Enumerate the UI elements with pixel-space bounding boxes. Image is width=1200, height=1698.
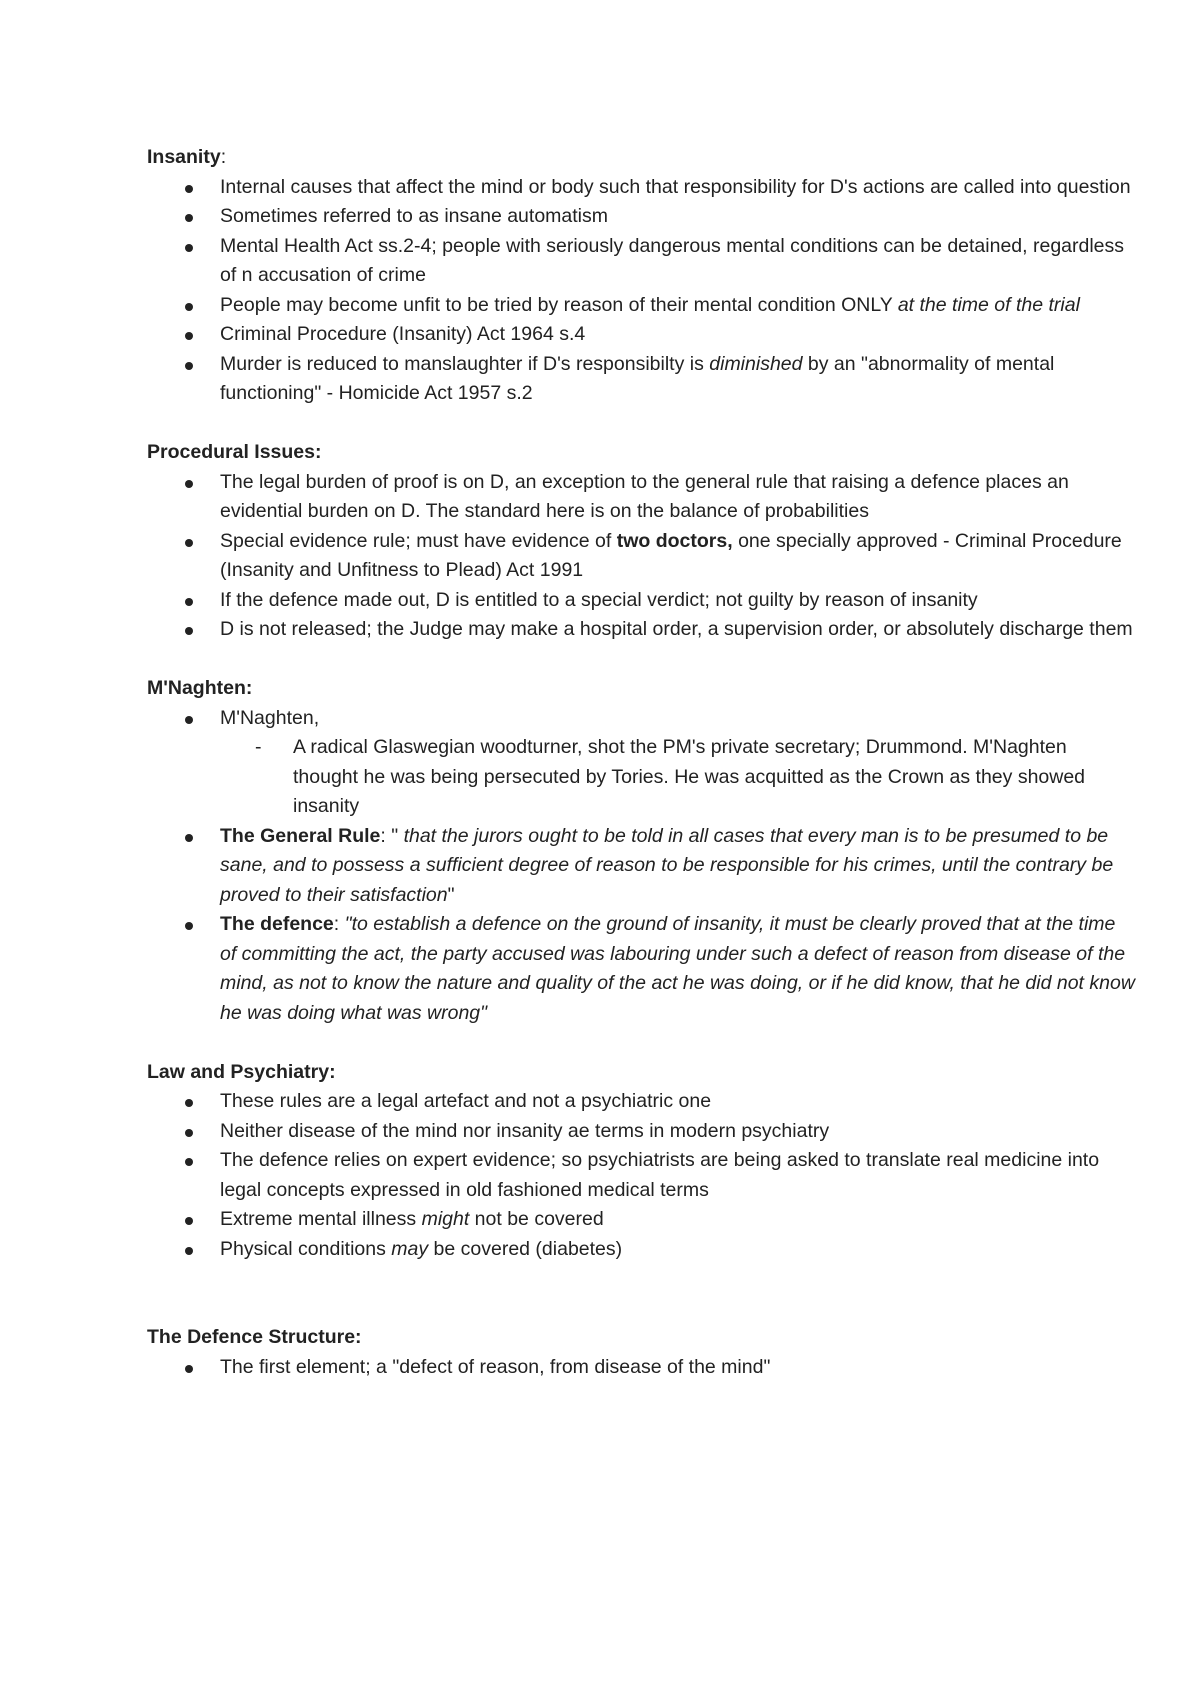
section-defence-structure: [147, 1323, 1077, 1382]
list-item-text: :: [333, 913, 345, 935]
section-law-and-psychiatry: [147, 1058, 1100, 1265]
list-item-text: Mental Health Act ss.2-4; people with seriously dangerous mental conditions can be detained, regardless of n accusation of crime: [220, 234, 1125, 286]
bold-text: The defence: [220, 913, 334, 935]
list-item-text: These rules are a legal artefact and not a psychiatric one: [220, 1090, 712, 1112]
bullet-list: [147, 704, 1135, 1029]
list-item: [147, 615, 1137, 645]
sub-list-item-text: A radical Glaswegian woodturner, shot the PM's private secretary; Drummond. M'Naghten thought he was being persecuted by Tories. He was acquitted as the Crown as they showed insanity: [293, 736, 1086, 817]
section-heading: Law and Psychiatry:: [147, 1060, 336, 1083]
bullet-icon: [185, 539, 193, 547]
heading-text: Insanity: [147, 146, 221, 168]
list-item-text: D is not released; the Judge may make a hospital order, a supervision order, or absolutely discharge them: [220, 618, 1133, 640]
list-item-text-cont: by an "abnormality of mental functioning" - Homicide Act 1957 s.2: [220, 352, 1055, 404]
section-mnaghten: [147, 674, 1135, 1028]
bullet-list: [147, 468, 1133, 645]
bold-text: two doctors,: [616, 529, 733, 552]
list-item-text-cont: ": [447, 883, 455, 906]
list-item: [147, 291, 1137, 321]
list-item: [147, 232, 1137, 291]
spacer: [147, 1264, 1077, 1323]
italic-text: may: [391, 1237, 429, 1260]
list-item-text: The defence relies on expert evidence; so psychiatrists are being asked to translate real medicine into legal concepts expressed in old fashioned medical terms: [220, 1149, 1100, 1201]
bullet-icon: [185, 332, 193, 340]
list-item-text-cont: one specially approved - Criminal Procedure (Insanity and Unfitness to Plead) Act 1991: [220, 529, 1122, 581]
list-item: [147, 822, 1137, 911]
list-item: [147, 704, 1137, 822]
bullet-icon: [185, 627, 193, 635]
section-insanity: [147, 143, 1131, 409]
italic-text: "to establish a defence on the ground of insanity, it must be clearly proved that at the time of committing the act, the party accused was labouring under such a defect of reason from disease of the mind, as not to know the nature and quality of the act he was doing, or if he did know, that he did not know he was doing what was wrong": [220, 913, 1135, 1024]
bullet-icon: [185, 480, 193, 488]
list-item: [147, 1087, 1137, 1117]
bullet-icon: [185, 1099, 193, 1107]
section-heading: The Defence Structure:: [147, 1326, 362, 1348]
bullet-icon: [185, 244, 193, 252]
dash-icon: -: [255, 736, 262, 758]
italic-text: diminished: [709, 352, 803, 375]
list-item: [147, 320, 1137, 350]
list-item: [147, 1146, 1137, 1205]
sub-list-item: [220, 733, 1137, 822]
list-item-text: If the defence made out, D is entitled to a special verdict; not guilty by reason of insanity: [220, 588, 978, 611]
bullet-icon: [185, 1365, 193, 1373]
list-item: [147, 1353, 1137, 1383]
list-item-text: People may become unfit to be tried by reason of their mental condition ONLY: [220, 293, 898, 316]
section-procedural-issues: [147, 438, 1133, 645]
spacer: [147, 409, 1077, 439]
list-item: [147, 350, 1137, 409]
list-item-text-cont: be covered (diabetes): [428, 1237, 623, 1260]
bullet-list: [147, 1087, 1100, 1264]
sub-list: [220, 733, 1137, 822]
section-heading: [147, 143, 1077, 173]
list-item: [147, 1117, 1137, 1147]
bullet-icon: [185, 716, 193, 724]
list-item: [147, 1205, 1137, 1235]
list-item: [147, 173, 1137, 203]
bold-text: The General Rule: [220, 824, 381, 847]
list-item: [147, 586, 1137, 616]
document-page: [147, 143, 1135, 1382]
heading-suffix: :: [220, 146, 227, 168]
bullet-icon: [185, 214, 193, 222]
list-item: [147, 910, 1137, 1028]
list-item-text: Neither disease of the mind nor insanity ae terms in modern psychiatry: [220, 1119, 830, 1142]
list-item: [147, 527, 1137, 586]
spacer: [147, 1028, 1077, 1058]
italic-text: might: [421, 1208, 470, 1230]
section-heading: Procedural Issues:: [147, 441, 322, 463]
bullet-icon: [185, 1247, 193, 1255]
list-item-text: Extreme mental illness: [220, 1208, 422, 1230]
list-item-text: The legal burden of proof is on D, an exception to the general rule that raising a defence places an evidential burden on D. The standard here is on the balance of probabilities: [220, 470, 1069, 522]
bullet-icon: [185, 362, 193, 370]
bullet-icon: [185, 922, 193, 930]
list-item-text: Sometimes referred to as insane automatism: [220, 205, 609, 227]
italic-text: that the jurors ought to be told in all cases that every man is to be presumed to be sane, and to possess a sufficient degree of reason to be responsible for his crimes, until the contrary be proved to their satisfaction: [220, 824, 1114, 906]
bullet-icon: [185, 1217, 193, 1225]
bullet-icon: [185, 1129, 193, 1137]
list-item-text: Murder is reduced to manslaughter if D's responsibilty is: [220, 352, 710, 375]
list-item-text: The first element; a "defect of reason, from disease of the mind": [220, 1355, 771, 1378]
spacer: [147, 645, 1077, 675]
italic-text: at the time of the trial: [897, 293, 1080, 316]
bullet-icon: [185, 303, 193, 311]
list-item-text: : ": [380, 824, 399, 847]
list-item-text: Special evidence rule; must have evidence of: [220, 529, 617, 552]
bullet-icon: [185, 598, 193, 606]
list-item-text-cont: not be covered: [469, 1208, 604, 1230]
bullet-icon: [185, 1158, 193, 1166]
bullet-list: [147, 173, 1131, 409]
list-item-text: M'Naghten,: [220, 706, 320, 729]
list-item-text: Criminal Procedure (Insanity) Act 1964 s.4: [220, 323, 586, 345]
list-item: [147, 468, 1137, 527]
list-item-text: Internal causes that affect the mind or body such that responsibility for D's actions are called into question: [220, 175, 1131, 198]
list-item: [147, 1235, 1137, 1265]
bullet-icon: [185, 834, 193, 842]
section-heading: M'Naghten:: [147, 677, 253, 699]
list-item-text: Physical conditions: [220, 1237, 392, 1260]
bullet-list: [147, 1353, 1077, 1383]
list-item: [147, 202, 1137, 232]
bullet-icon: [185, 185, 193, 193]
